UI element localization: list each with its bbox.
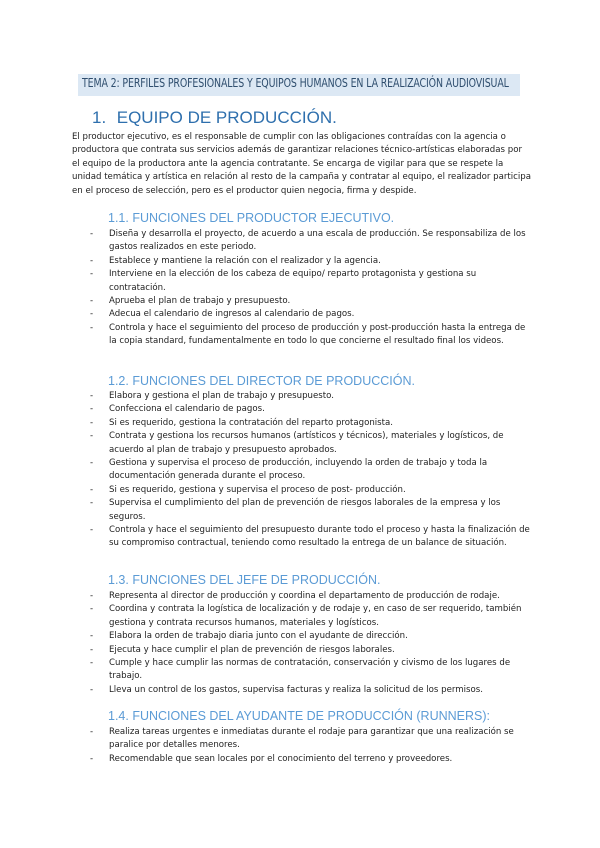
list-item xyxy=(90,590,530,603)
bullet-dash: - xyxy=(90,591,94,601)
bullet-dash: - xyxy=(90,753,94,764)
list-item xyxy=(90,268,530,295)
list-item xyxy=(90,457,530,484)
list-item xyxy=(90,524,530,551)
bullet-list xyxy=(90,590,530,697)
bullet-dash: - xyxy=(90,229,94,239)
subsection-heading: 1.2. FUNCIONES DEL DIRECTOR DE PRODUCCIÓN. xyxy=(108,374,415,388)
bullet-dash: - xyxy=(90,727,94,737)
bullet-dash: - xyxy=(90,309,94,320)
list-item-text: Lleva un control de los gastos, supervisa facturas y realiza la solicitud de los permisos. xyxy=(109,684,483,695)
title-highlight xyxy=(78,74,520,96)
bullet-list xyxy=(90,228,530,349)
bullet-dash: - xyxy=(90,417,94,428)
list-item-text: Establece y mantiene la relación con el realizador y la agencia. xyxy=(109,255,381,266)
list-item xyxy=(90,322,530,349)
document-title: TEMA 2: PERFILES PROFESIONALES Y EQUIPOS HUMANOS EN LA REALIZACIÓN AUDIOVISUAL xyxy=(82,76,509,90)
subsection-heading: 1.3. FUNCIONES DEL JEFE DE PRODUCCIÓN. xyxy=(108,573,381,587)
list-item-text: Ejecuta y hace cumplir el plan de prevención de riesgos laborales. xyxy=(109,644,395,655)
bullet-dash: - xyxy=(90,391,94,401)
list-item xyxy=(90,403,530,416)
list-item-text: Supervisa el cumplimiento del plan de prevención de riesgos laborales de la empresa y los seguros. xyxy=(109,498,501,522)
subsection-heading: 1.1. FUNCIONES DEL PRODUCTOR EJECUTIVO. xyxy=(108,211,395,225)
list-item-text: Recomendable que sean locales por el conocimiento del terreno y proveedores. xyxy=(109,753,453,764)
bullet-dash: - xyxy=(90,525,94,536)
list-item-text: Contrata y gestiona los recursos humanos (artísticos y técnicos), materiales y logísticos, de acuerdo al plan de trabajo y presupuesto aprobados. xyxy=(109,431,504,455)
list-item xyxy=(90,497,530,524)
bullet-dash: - xyxy=(90,458,94,469)
bullet-dash: - xyxy=(90,322,94,333)
list-item xyxy=(90,295,530,308)
list-item xyxy=(90,726,530,753)
list-item-text: Representa al director de producción y coordina el departamento de producción de rodaje. xyxy=(109,591,500,601)
list-item xyxy=(90,630,530,643)
list-item xyxy=(90,753,530,766)
list-item-text: Aprueba el plan de trabajo y presupuesto. xyxy=(109,296,291,307)
bullet-dash: - xyxy=(90,484,94,495)
list-item-text: Si es requerido, gestiona la contratación del reparto protagonista. xyxy=(109,417,394,428)
list-item xyxy=(90,430,530,457)
bullet-list xyxy=(90,390,530,551)
list-item xyxy=(90,644,530,657)
list-item-text: Si es requerido, gestiona y supervisa el proceso de post- producción. xyxy=(109,484,406,495)
bullet-dash: - xyxy=(90,644,94,655)
intro-paragraph: El productor ejecutivo, es el responsable de cumplir con las obligaciones contraídas con la agencia o productora que contrata sus servicios además de garantizar relaciones técnico-artísticas elaboradas por el equipo de la productora ante la agencia contratante. Se encarga de vigilar para que se respete la unidad temática y artística en relación al resto de la campaña y contratar al equipo, el realizador participa en el proceso de selección, pero es el productor quien negocia, firma y despide. xyxy=(72,132,531,196)
list-item-text: Controla y hace el seguimiento del proceso de producción y post-producción hasta la entrega de la copia standard, fundamentalmente en todo lo que concierne el resultado final los videos. xyxy=(109,322,526,347)
list-item-text: Realiza tareas urgentes e inmediatas durante el rodaje para garantizar que una realización se paralice por detalles menores. xyxy=(109,727,514,751)
list-item-text: Gestiona y supervisa el proceso de producción, incluyendo la orden de trabajo y toda la documentación generada durante el proceso. xyxy=(109,458,488,482)
list-item-text: Elabora y gestiona el plan de trabajo y presupuesto. xyxy=(109,391,334,401)
list-item-text: Interviene en la elección de los cabeza de equipo/ reparto protagonista y gestiona su contratación. xyxy=(109,269,477,293)
bullet-dash: - xyxy=(90,631,94,642)
bullet-dash: - xyxy=(90,498,94,509)
list-item-text: Controla y hace el seguimiento del presupuesto durante todo el proceso y hasta la finalización de su compromiso contractual, teniendo como resultado la entrega de un balance de situación. xyxy=(109,525,530,549)
list-item-text: Confecciona el calendario de pagos. xyxy=(109,404,265,415)
list-item-text: Adecua el calendario de ingresos al calendario de pagos. xyxy=(109,309,355,320)
list-item-text: Diseña y desarrolla el proyecto, de acuerdo a una escala de producción. Se responsabiliza de los gastos realizados en este periodo. xyxy=(109,229,526,253)
list-item xyxy=(90,657,530,684)
list-item xyxy=(90,228,530,255)
list-item xyxy=(90,484,530,497)
list-item xyxy=(90,417,530,430)
bullet-dash: - xyxy=(90,255,94,266)
bullet-dash: - xyxy=(90,658,94,669)
subsection-heading: 1.4. FUNCIONES DEL AYUDANTE DE PRODUCCIÓN (RUNNERS): xyxy=(108,709,490,723)
bullet-list xyxy=(90,726,530,766)
list-item-text: Cumple y hace cumplir las normas de contratación, conservación y civismo de los lugares de trabajo. xyxy=(109,658,511,682)
bullet-dash: - xyxy=(90,404,94,415)
bullet-dash: - xyxy=(90,604,94,615)
section-heading xyxy=(92,108,337,128)
section-number: 1. xyxy=(92,108,107,127)
list-item xyxy=(90,603,530,630)
list-item-text: Elabora la orden de trabajo diaria junto con el ayudante de dirección. xyxy=(109,631,408,642)
list-item xyxy=(90,390,530,403)
list-item xyxy=(90,684,530,697)
section-title: EQUIPO DE PRODUCCIÓN. xyxy=(116,108,337,127)
bullet-dash: - xyxy=(90,269,94,280)
list-item xyxy=(90,308,530,321)
list-item xyxy=(90,255,530,268)
bullet-dash: - xyxy=(90,431,94,442)
list-item-text: Coordina y contrata la logística de localización y de rodaje y, en caso de ser requerido, también gestiona y contrata recursos humanos, materiales y logísticos. xyxy=(109,604,522,628)
bullet-dash: - xyxy=(90,684,94,695)
bullet-dash: - xyxy=(90,296,94,307)
